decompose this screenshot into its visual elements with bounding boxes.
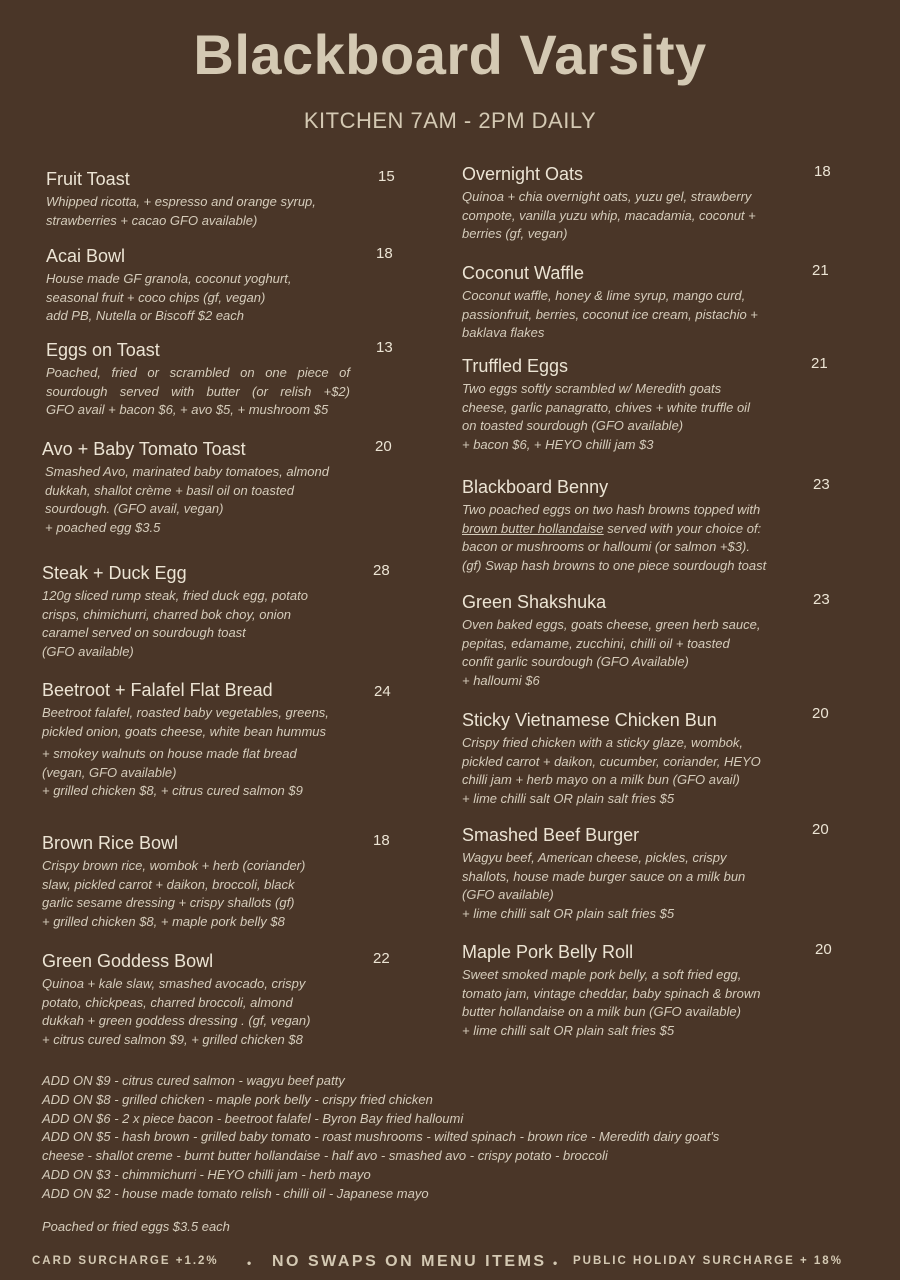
item-description — [462, 380, 842, 454]
item-price: 13 — [376, 339, 393, 356]
desc-line: + lime chilli salt OR plain salt fries $5 — [462, 905, 675, 921]
desc-line: Quinoa + kale slaw, smashed avocado, crispy — [42, 976, 306, 991]
desc-line: (GFO available) — [462, 887, 554, 902]
menu-item-truffled-eggs — [462, 355, 842, 454]
menu-item-eggs-on-toast — [46, 339, 396, 420]
item-description — [462, 616, 842, 690]
desc-line: tomato jam, vintage cheddar, baby spinach & brown — [462, 985, 761, 1001]
desc-line: + grilled chicken $8, + maple pork belly $8 — [42, 913, 285, 929]
item-price: 18 — [373, 832, 390, 849]
desc-line: Crispy fried chicken with a sticky glaze, wombok, — [462, 735, 744, 750]
footer-bar — [0, 1250, 900, 1276]
add-on-line: ADD ON $9 - citrus cured salmon - wagyu beef patty — [42, 1073, 345, 1088]
item-description — [42, 704, 396, 801]
desc-line: crisps, chimichurri, charred bok choy, onion — [42, 606, 292, 622]
desc-line: (GFO available) — [42, 643, 134, 659]
desc-line: confit garlic sourdough (GFO Available) — [462, 654, 689, 669]
desc-line: sourdough. (GFO avail, vegan) — [45, 501, 224, 516]
desc-line: baklava flakes — [462, 325, 545, 340]
desc-line: (vegan, GFO available) — [42, 764, 177, 780]
separator-dot: • — [247, 1256, 252, 1270]
menu-item-overnight-oats — [462, 163, 842, 244]
menu-item-sticky-vietnamese-chicken-bun — [462, 705, 842, 808]
item-name: Truffled Eggs — [462, 356, 569, 376]
menu-item-blackboard-benny — [462, 476, 842, 575]
item-name: Avo + Baby Tomato Toast — [42, 439, 246, 459]
item-description — [462, 501, 842, 575]
desc-line: Quinoa + chia overnight oats, yuzu gel, strawberry — [462, 189, 752, 204]
menu-item-steak-duck-egg — [42, 562, 396, 661]
item-name: Sticky Vietnamese Chicken Bun — [462, 710, 717, 730]
item-price: 28 — [373, 562, 390, 579]
desc-line: on toasted sourdough (GFO available) — [462, 418, 684, 433]
desc-line: (gf) Swap hash browns to one piece sourdough toast — [462, 557, 767, 573]
menu-item-fruit-toast — [46, 168, 396, 230]
desc-line: berries (gf, vegan) — [462, 226, 568, 241]
item-name: Smashed Beef Burger — [462, 825, 640, 845]
no-swaps-note: NO SWAPS ON MENU ITEMS — [272, 1253, 547, 1270]
menu-item-brown-rice-bowl — [42, 832, 396, 931]
item-description — [462, 966, 842, 1040]
item-price: 21 — [811, 355, 828, 372]
item-name: Green Shakshuka — [462, 592, 607, 612]
menu-item-green-goddess-bowl — [42, 950, 396, 1049]
item-name: Maple Pork Belly Roll — [462, 942, 634, 962]
desc-line — [462, 520, 842, 539]
add-on-line: ADD ON $3 - chimmichurri - HEYO chilli jam - herb mayo — [42, 1166, 371, 1182]
item-price: 23 — [813, 476, 830, 493]
item-name: Brown Rice Bowl — [42, 833, 179, 853]
separator-dot: • — [553, 1256, 558, 1270]
menu-item-green-shakshuka — [462, 591, 842, 690]
desc-line: Two poached eggs on two hash browns topped with — [462, 502, 761, 517]
desc-line: pepitas, edamame, zucchini, chilli oil + toasted — [462, 635, 730, 651]
desc-line: cheese, garlic panagratto, chives + white truffle oil — [462, 399, 750, 415]
item-description — [462, 287, 842, 343]
item-description — [46, 270, 396, 326]
menu-item-maple-pork-belly-roll — [462, 941, 842, 1040]
desc-line: + grilled chicken $8, + citrus cured salmon $9 — [42, 783, 303, 798]
desc-line: chilli jam + herb mayo on a milk bun (GFO avail) — [462, 772, 740, 787]
item-description — [46, 193, 396, 230]
add-on-line: ADD ON $5 - hash brown - grilled baby tomato - roast mushrooms - wilted spinach - brown rice - Meredith dairy goat's — [42, 1129, 720, 1145]
item-name: Blackboard Benny — [462, 477, 609, 497]
highlight-text: brown butter hollandaise — [462, 520, 604, 536]
item-price: 20 — [375, 438, 392, 455]
item-price: 21 — [812, 262, 829, 279]
item-name: Fruit Toast — [46, 169, 130, 189]
add-on-line: ADD ON $8 - grilled chicken - maple pork belly - crispy fried chicken — [42, 1091, 433, 1107]
item-name: Green Goddess Bowl — [42, 951, 214, 971]
desc-line: Poached, fried or scrambled on one piece of — [46, 365, 350, 380]
desc-line: dukkah + green goddess dressing . (gf, vegan) — [42, 1013, 311, 1028]
add-ons-list — [42, 1072, 719, 1204]
item-price: 20 — [815, 941, 832, 958]
add-on-line: ADD ON $6 - 2 x piece bacon - beetroot falafel - Byron Bay fried halloumi — [42, 1110, 464, 1126]
desc-line: strawberries + cacao GFO available) — [46, 212, 258, 228]
desc-line: Coconut waffle, honey & lime syrup, mango curd, — [462, 288, 746, 303]
item-description — [462, 849, 842, 923]
desc-line: compote, vanilla yuzu whip, macadamia, coconut + — [462, 207, 756, 223]
item-description — [42, 975, 396, 1049]
desc-line: House made GF granola, coconut yoghurt, — [46, 271, 292, 286]
desc-line: shallots, house made burger sauce on a milk bun — [462, 868, 746, 884]
item-name: Acai Bowl — [46, 246, 126, 266]
item-name: Eggs on Toast — [46, 340, 160, 360]
desc-line: bacon or mushrooms or halloumi (or salmon +$3). — [462, 539, 750, 554]
item-price: 20 — [812, 705, 829, 722]
menu-item-coconut-waffle — [462, 262, 842, 343]
desc-line: sourdough served with butter (or relish +$2) — [46, 383, 350, 399]
item-price: 23 — [813, 591, 830, 608]
desc-line: Smashed Avo, marinated baby tomatoes, almond — [45, 464, 329, 479]
item-name: Coconut Waffle — [462, 263, 585, 283]
desc-line: potato, chickpeas, charred broccoli, almond — [42, 994, 293, 1010]
desc-line: Oven baked eggs, goats cheese, green herb sauce, — [462, 617, 761, 632]
desc-line: dukkah, shallot crème + basil oil on toasted — [45, 482, 294, 498]
desc-line: Beetroot falafel, roasted baby vegetables, greens, — [42, 705, 329, 720]
item-price: 20 — [812, 821, 829, 838]
desc-line: seasonal fruit + coco chips (gf, vegan) — [46, 289, 266, 305]
item-price: 22 — [373, 950, 390, 967]
desc-line: add PB, Nutella or Biscoff $2 each — [46, 308, 245, 323]
desc-line: + smokey walnuts on house made flat bread — [42, 746, 297, 761]
desc-line: Sweet smoked maple pork belly, a soft fried egg, — [462, 967, 742, 982]
desc-text: served with your choice of: — [603, 520, 762, 536]
menu-item-avo-baby-tomato-toast — [42, 438, 396, 537]
add-on-line: cheese - shallot creme - burnt butter hollandaise - half avo - smashed avo - crispy potato - broccoli — [42, 1148, 608, 1164]
item-price: 15 — [378, 168, 395, 185]
item-description — [462, 188, 842, 244]
desc-line: 120g sliced rump steak, fried duck egg, potato — [42, 588, 308, 603]
desc-line: butter hollandaise on a milk bun (GFO available) — [462, 1004, 741, 1019]
desc-line: + poached egg $3.5 — [45, 519, 161, 535]
item-description — [42, 587, 396, 661]
page-title: Blackboard Varsity — [193, 23, 707, 86]
desc-line: + halloumi $6 — [462, 672, 540, 688]
desc-line: Crispy brown rice, wombok + herb (coriander) — [42, 858, 306, 873]
item-description — [45, 463, 396, 537]
public-holiday-surcharge-note: PUBLIC HOLIDAY SURCHARGE + 18% — [573, 1255, 843, 1267]
desc-line: garlic sesame dressing + crispy shallots (gf) — [42, 895, 295, 910]
desc-line: slaw, pickled carrot + daikon, broccoli, black — [42, 876, 295, 892]
menu-item-smashed-beef-burger — [462, 821, 842, 923]
desc-line: Two eggs softly scrambled w/ Meredith goats — [462, 381, 722, 396]
eggs-note: Poached or fried eggs $3.5 each — [42, 1219, 230, 1234]
item-price: 24 — [374, 683, 391, 700]
item-price: 18 — [814, 163, 831, 180]
item-name: Steak + Duck Egg — [42, 563, 187, 583]
item-description — [462, 734, 842, 808]
add-on-line: ADD ON $2 - house made tomato relish - chilli oil - Japanese mayo — [42, 1185, 429, 1201]
desc-line: + lime chilli salt OR plain salt fries $5 — [462, 1022, 675, 1038]
card-surcharge-note: CARD SURCHARGE +1.2% — [32, 1255, 219, 1267]
desc-line: caramel served on sourdough toast — [42, 625, 246, 640]
item-name: Beetroot + Falafel Flat Bread — [42, 680, 273, 700]
item-description — [42, 857, 396, 931]
kitchen-hours: KITCHEN 7AM - 2PM DAILY — [303, 108, 597, 133]
desc-line: + bacon $6, + HEYO chilli jam $3 — [462, 436, 654, 452]
desc-line: + citrus cured salmon $9, + grilled chicken $8 — [42, 1031, 303, 1047]
item-name: Overnight Oats — [462, 164, 584, 184]
desc-line: + lime chilli salt OR plain salt fries $5 — [462, 790, 675, 806]
item-description — [46, 364, 350, 420]
menu-item-acai-bowl — [46, 245, 396, 326]
desc-line: pickled onion, goats cheese, white bean hummus — [42, 723, 327, 739]
desc-line: pickled carrot + daikon, cucumber, coriander, HEYO — [462, 753, 761, 769]
desc-line: passionfruit, berries, coconut ice cream, pistachio + — [462, 306, 758, 322]
item-price: 18 — [376, 245, 393, 262]
desc-line: Wagyu beef, American cheese, pickles, crispy — [462, 850, 727, 865]
menu-item-beetroot-falafel-flat-bread — [42, 679, 396, 801]
desc-line: GFO avail + bacon $6, + avo $5, + mushroom $5 — [46, 402, 329, 417]
desc-line: Whipped ricotta, + espresso and orange syrup, — [46, 194, 316, 209]
